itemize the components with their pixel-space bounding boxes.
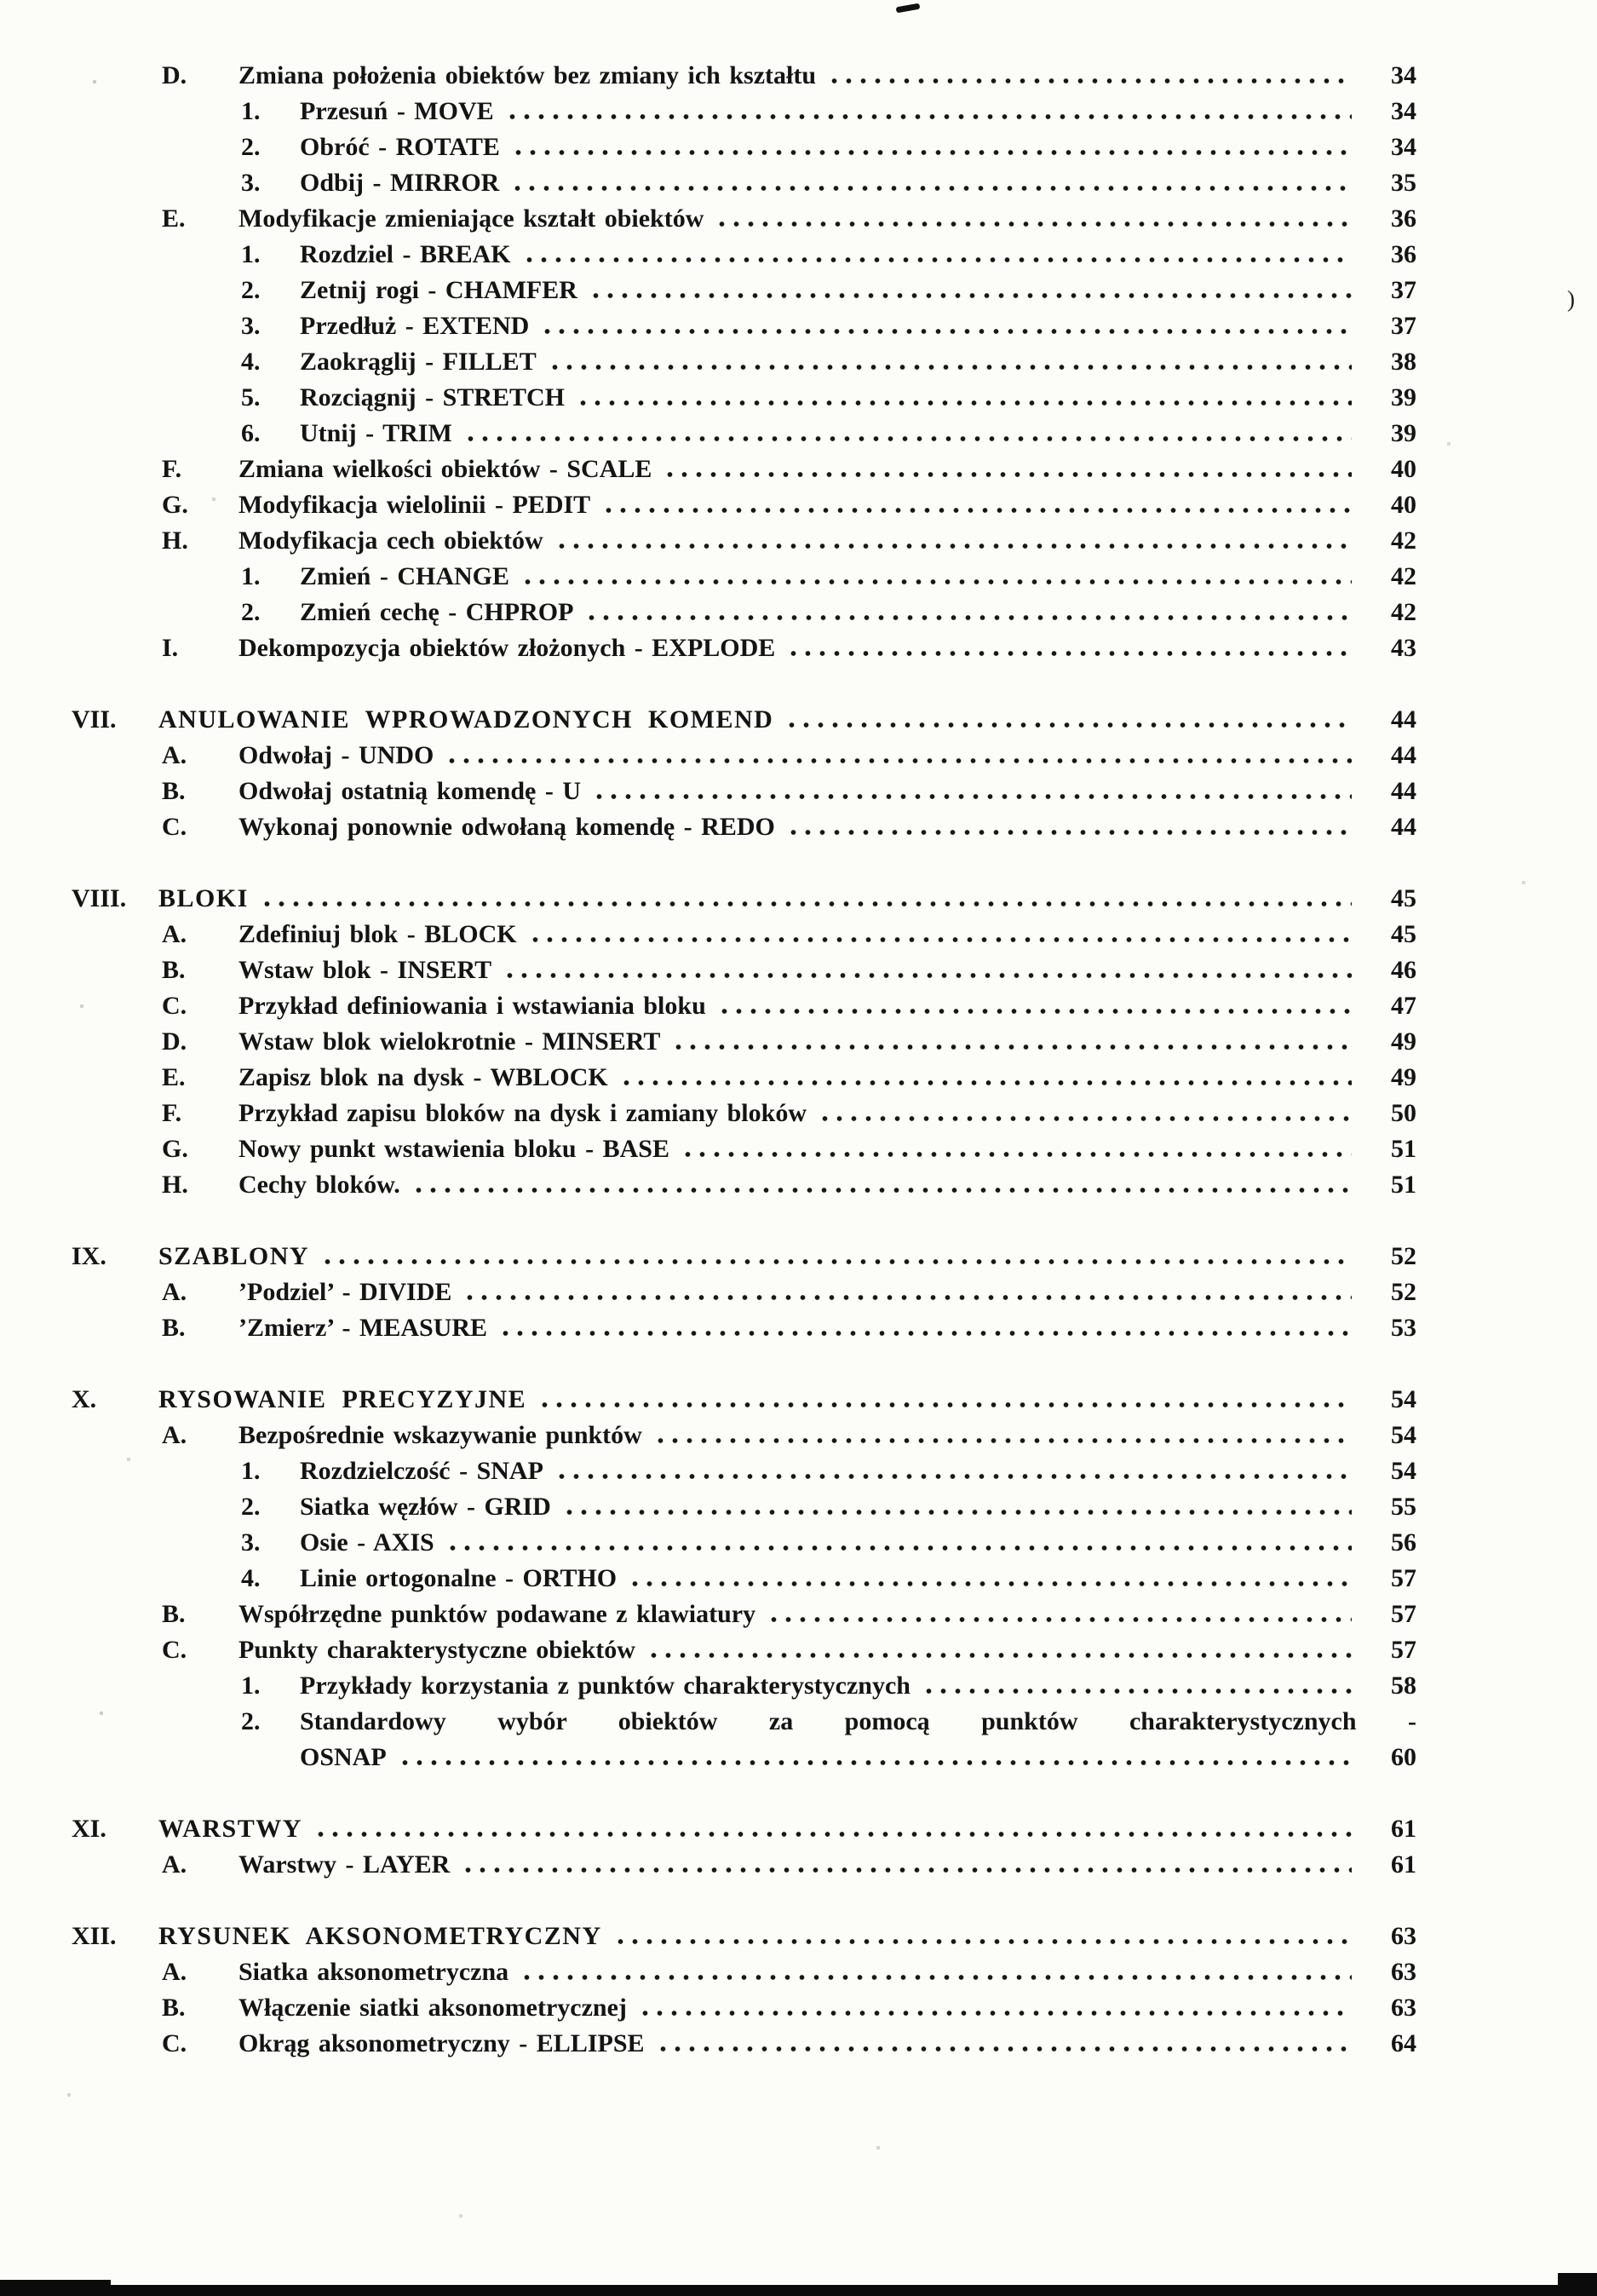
toc-entry [0, 774, 1597, 809]
toc-entry [0, 1919, 1597, 1954]
toc-entry [0, 58, 1597, 94]
entry-label: D. [162, 1027, 187, 1056]
entry-page: 57 [1391, 1564, 1416, 1592]
entry-label: C. [162, 2029, 187, 2057]
dot-leader [520, 1975, 1352, 1980]
entry-page: 60 [1391, 1743, 1416, 1771]
toc-entry [0, 523, 1597, 559]
entry-text: Zdefiniuj blok - BLOCK [238, 920, 517, 948]
entry-page: 61 [1391, 1815, 1416, 1843]
entry-text: Nowy punkt wstawienia bloku - BASE [238, 1135, 669, 1163]
toc-entry [0, 1131, 1597, 1167]
entry-page: 44 [1391, 813, 1416, 841]
scan-artifact-top-dash [896, 3, 921, 14]
toc-entry [0, 1418, 1597, 1453]
toc-entry [0, 94, 1597, 129]
entry-label: C. [162, 992, 187, 1020]
entry-label: G. [162, 1135, 188, 1163]
toc-entry [0, 1167, 1597, 1203]
entry-page: 63 [1391, 1958, 1416, 1986]
entry-page: 54 [1391, 1385, 1416, 1413]
entry-text: Zetnij rogi - CHAMFER [300, 276, 577, 304]
toc-entry [0, 2026, 1597, 2062]
entry-label: E. [162, 1063, 186, 1091]
entry-page: 52 [1391, 1242, 1416, 1270]
entry-text: RYSUNEK AKSONOMETRYCZNY [158, 1922, 602, 1950]
entry-text: Zmiana wielkości obiektów - SCALE [238, 455, 652, 483]
entry-text: Przykład definiowania i wstawiania bloku [238, 992, 706, 1020]
entry-label: 3. [241, 312, 261, 340]
entry-text: Rozciągnij - STRETCH [300, 383, 566, 411]
entry-page: 55 [1391, 1493, 1416, 1521]
toc-entry [0, 1811, 1597, 1847]
toc-entry [0, 1310, 1597, 1346]
entry-label: A. [162, 1421, 187, 1449]
entry-page: 40 [1391, 455, 1416, 483]
toc-entry [0, 881, 1597, 917]
entry-label: IX. [72, 1242, 106, 1270]
dot-leader [528, 937, 1352, 942]
entry-label: XII. [72, 1922, 117, 1950]
entry-label: 5. [241, 383, 261, 411]
dot-leader [619, 1080, 1352, 1085]
entry-label: I. [162, 634, 179, 662]
entry-label: 2. [241, 276, 261, 304]
entry-label: A. [162, 920, 187, 948]
entry-text: SZABLONY [158, 1242, 310, 1270]
dot-leader [520, 579, 1352, 584]
entry-text: Utnij - TRIM [300, 419, 452, 447]
dot-leader [445, 758, 1352, 763]
toc-entry [0, 452, 1597, 487]
entry-label: H. [162, 1171, 188, 1199]
entry-label: 1. [241, 240, 261, 268]
scan-artifact-stray-mark: ) [1567, 286, 1575, 312]
toc-entry [0, 1847, 1597, 1883]
dot-leader [554, 1474, 1352, 1479]
entry-text: ’Zmierz’ - MEASURE [238, 1314, 488, 1342]
toc-entry [0, 988, 1597, 1024]
entry-page: 36 [1391, 240, 1416, 268]
toc-entry [0, 952, 1597, 988]
entry-label: VIII. [72, 884, 127, 912]
dot-leader [715, 222, 1352, 227]
entry-text: Odwołaj ostatnią komendę - U [238, 777, 582, 805]
dot-leader [653, 1438, 1352, 1443]
toc-entry [0, 1954, 1597, 1990]
toc-entry [0, 487, 1597, 523]
toc-entry [0, 201, 1597, 237]
entry-page: 61 [1391, 1850, 1416, 1879]
toc-entry [0, 129, 1597, 165]
entry-label: A. [162, 1850, 187, 1879]
scan-bottom-edge [0, 2285, 1597, 2296]
toc-entry [0, 1096, 1597, 1131]
dot-leader [554, 544, 1352, 549]
entry-text: Dekompozycja obiektów złożonych - EXPLODE [238, 634, 776, 662]
toc-entry [0, 1561, 1597, 1597]
dot-leader [461, 1867, 1352, 1873]
toc-entry [0, 1597, 1597, 1632]
entry-label: B. [162, 956, 186, 984]
entry-text: Wstaw blok wielokrotnie - MINSERT [238, 1027, 661, 1056]
entry-text: Zapisz blok na dysk - WBLOCK [238, 1063, 608, 1091]
toc-entry [0, 1382, 1597, 1418]
dot-leader [411, 1188, 1352, 1193]
toc-entry [0, 1740, 1597, 1775]
entry-page: 46 [1391, 956, 1416, 984]
dot-leader [681, 1152, 1352, 1157]
entry-label: A. [162, 1278, 187, 1306]
dot-leader [613, 1939, 1352, 1944]
entry-page: 54 [1391, 1457, 1416, 1485]
toc-entry [0, 1060, 1597, 1096]
toc-entry [0, 1525, 1597, 1561]
entry-label: VII. [72, 705, 117, 734]
photocopy-speckles [0, 0, 2, 2]
dot-leader [784, 722, 1352, 728]
entry-page: 57 [1391, 1600, 1416, 1628]
dot-leader [445, 1545, 1352, 1551]
toc-entry [0, 1704, 1597, 1740]
entry-text: Przedłuż - EXTEND [300, 312, 530, 340]
entry-text: Linie ortogonalne - ORTHO [300, 1564, 618, 1592]
entry-label: X. [72, 1385, 97, 1413]
entry-page: 37 [1391, 312, 1416, 340]
entry-text: Modyfikacja cech obiektów [238, 527, 543, 555]
entry-page: 39 [1391, 383, 1416, 411]
dot-leader [786, 830, 1352, 835]
entry-text: Wykonaj ponownie odwołaną komendę - REDO [238, 813, 775, 841]
entry-page: 49 [1391, 1027, 1416, 1056]
dot-leader [827, 78, 1352, 83]
entry-label: XI. [72, 1815, 106, 1843]
entry-page: 45 [1391, 920, 1416, 948]
entry-page: 34 [1391, 133, 1416, 161]
entry-text: Przykład zapisu bloków na dysk i zamiany bloków [238, 1099, 807, 1127]
entry-text: OSNAP [300, 1743, 387, 1771]
toc-entry [0, 917, 1597, 952]
toc-entry [0, 273, 1597, 308]
entry-text: Rozdzielczość - SNAP [300, 1457, 543, 1485]
toc-entry [0, 416, 1597, 452]
toc-entry [0, 1668, 1597, 1704]
entry-label: H. [162, 527, 188, 555]
entry-page: 51 [1391, 1135, 1416, 1163]
toc-entry [0, 1632, 1597, 1668]
entry-page: 39 [1391, 419, 1416, 447]
entry-label: 3. [241, 169, 261, 197]
entry-text: Punkty charakterystyczne obiektów [238, 1636, 635, 1664]
entry-text: Siatka węzłów - GRID [300, 1493, 551, 1521]
entry-page: 42 [1391, 527, 1416, 555]
entry-text: Włączenie siatki aksonometrycznej [238, 1994, 627, 2022]
dot-leader [638, 2011, 1352, 2016]
dot-leader [463, 436, 1352, 441]
toc-entry [0, 702, 1597, 738]
entry-label: B. [162, 1994, 186, 2022]
entry-label: 4. [241, 1564, 261, 1592]
entry-page: 44 [1391, 705, 1416, 734]
dot-leader [320, 1259, 1352, 1264]
entry-text: Modyfikacja wielolinii - PEDIT [238, 491, 591, 519]
entry-page: 42 [1391, 598, 1416, 626]
entry-label: F. [162, 1099, 182, 1127]
entry-text: WARSTWY [158, 1815, 302, 1843]
dot-leader [589, 293, 1352, 298]
dot-leader [498, 1331, 1352, 1336]
dot-leader [592, 794, 1352, 799]
entry-text: Zmiana położenia obiektów bez zmiany ich kształtu [238, 61, 817, 89]
entry-text: Okrąg aksonometryczny - ELLIPSE [238, 2029, 645, 2057]
entry-label: D. [162, 61, 187, 89]
entry-text: Zmień - CHANGE [300, 562, 509, 590]
dot-leader [398, 1760, 1352, 1765]
entry-label: 6. [241, 419, 261, 447]
entry-text: Standardowy wybór obiektów za pomocą punktów charakterystycznych - [300, 1707, 1416, 1735]
entry-page: 53 [1391, 1314, 1416, 1342]
toc-entry [0, 559, 1597, 595]
toc-entry [0, 1489, 1597, 1525]
entry-page: 34 [1391, 97, 1416, 125]
toc-entry [0, 595, 1597, 630]
entry-page: 57 [1391, 1636, 1416, 1664]
entry-page: 37 [1391, 276, 1416, 304]
entry-page: 38 [1391, 348, 1416, 376]
toc-entry [0, 738, 1597, 774]
entry-label: 4. [241, 348, 261, 376]
entry-page: 58 [1391, 1672, 1416, 1700]
entry-text: Bezpośrednie wskazywanie punktów [238, 1421, 642, 1449]
entry-label: E. [162, 204, 186, 233]
entry-page: 36 [1391, 204, 1416, 233]
entry-label: 1. [241, 97, 261, 125]
entry-page: 54 [1391, 1421, 1416, 1449]
dot-leader [584, 615, 1352, 620]
toc-entry [0, 1275, 1597, 1310]
dot-leader [656, 2046, 1352, 2051]
entry-text: Wstaw blok - INSERT [238, 956, 492, 984]
dot-leader [313, 1832, 1352, 1837]
entry-page: 40 [1391, 491, 1416, 519]
toc-entry [0, 165, 1597, 201]
toc-entry [0, 237, 1597, 273]
entry-label: A. [162, 741, 187, 769]
dot-leader [548, 365, 1352, 370]
entry-text: Odwołaj - UNDO [238, 741, 434, 769]
dot-leader [511, 150, 1352, 155]
dot-leader [562, 1510, 1352, 1515]
dot-leader [522, 257, 1352, 262]
entry-page: 64 [1391, 2029, 1416, 2057]
entry-page: 44 [1391, 777, 1416, 805]
entry-text: Zmień cechę - CHPROP [300, 598, 574, 626]
entry-text: ANULOWANIE WPROWADZONYCH KOMEND [158, 705, 774, 734]
entry-label: 2. [241, 1707, 261, 1735]
entry-label: B. [162, 1600, 186, 1628]
entry-page: 35 [1391, 169, 1416, 197]
dot-leader [628, 1581, 1352, 1586]
entry-label: 1. [241, 1457, 261, 1485]
entry-text: Współrzędne punktów podawane z klawiatury [238, 1600, 756, 1628]
entry-page: 34 [1391, 61, 1416, 89]
dot-leader [537, 1402, 1352, 1407]
entry-label: 2. [241, 133, 261, 161]
entry-page: 49 [1391, 1063, 1416, 1091]
entry-page: 63 [1391, 1922, 1416, 1950]
entry-text: ’Podziel’ - DIVIDE [238, 1278, 452, 1306]
entry-text: Zaokrąglij - FILLET [300, 348, 537, 376]
entry-label: 3. [241, 1528, 261, 1557]
entry-label: 2. [241, 598, 261, 626]
entry-text: Modyfikacje zmieniające kształt obiektów [238, 204, 704, 233]
dot-leader [818, 1116, 1352, 1121]
toc-list [0, 58, 1597, 2062]
entry-text: Obróć - ROTATE [300, 133, 500, 161]
entry-text: Rozdziel - BREAK [300, 240, 511, 268]
entry-page: 44 [1391, 741, 1416, 769]
entry-label: B. [162, 777, 186, 805]
dot-leader [646, 1653, 1352, 1658]
entry-page: 63 [1391, 1994, 1416, 2022]
dot-leader [505, 114, 1352, 119]
entry-page: 51 [1391, 1171, 1416, 1199]
dot-leader [601, 508, 1352, 513]
entry-text: Warstwy - LAYER [238, 1850, 451, 1879]
toc-entry [0, 630, 1597, 666]
entry-label: A. [162, 1958, 187, 1986]
entry-page: 47 [1391, 992, 1416, 1020]
entry-label: 1. [241, 562, 261, 590]
entry-page: 42 [1391, 562, 1416, 590]
dot-leader [260, 901, 1352, 906]
dot-leader [663, 472, 1352, 477]
entry-page: 45 [1391, 884, 1416, 912]
toc-entry [0, 1024, 1597, 1060]
entry-label: F. [162, 455, 182, 483]
entry-text: Przykłady korzystania z punktów charakterystycznych [300, 1672, 911, 1700]
toc-entry [0, 344, 1597, 380]
toc-entry [0, 1990, 1597, 2026]
toc-entry [0, 1453, 1597, 1489]
entry-page: 43 [1391, 634, 1416, 662]
entry-label: 1. [241, 1672, 261, 1700]
entry-text: Siatka aksonometryczna [238, 1958, 509, 1986]
dot-leader [540, 329, 1352, 334]
dot-leader [786, 651, 1352, 656]
toc-entry [0, 809, 1597, 845]
entry-text: Osie - AXIS [300, 1528, 434, 1557]
dot-leader [510, 186, 1352, 191]
dot-leader [671, 1044, 1352, 1050]
entry-label: C. [162, 1636, 187, 1664]
dot-leader [767, 1617, 1352, 1622]
entry-label: C. [162, 813, 187, 841]
entry-page: 50 [1391, 1099, 1416, 1127]
entry-page: 56 [1391, 1528, 1416, 1557]
entry-label: B. [162, 1314, 186, 1342]
entry-text: Odbij - MIRROR [300, 169, 500, 197]
toc-entry [0, 380, 1597, 416]
entry-text: Przesuń - MOVE [300, 97, 494, 125]
entry-text: RYSOWANIE PRECYZYJNE [158, 1385, 527, 1413]
entry-label: G. [162, 491, 188, 519]
toc-entry [0, 1239, 1597, 1275]
toc-entry [0, 308, 1597, 344]
dot-leader [462, 1295, 1352, 1300]
entry-label: 2. [241, 1493, 261, 1521]
entry-text: BLOKI [158, 884, 249, 912]
dot-leader [717, 1009, 1352, 1014]
dot-leader [503, 973, 1352, 978]
entry-text: Cechy bloków. [238, 1171, 400, 1199]
entry-page: 52 [1391, 1278, 1416, 1306]
dot-leader [922, 1689, 1352, 1694]
dot-leader [576, 400, 1352, 406]
